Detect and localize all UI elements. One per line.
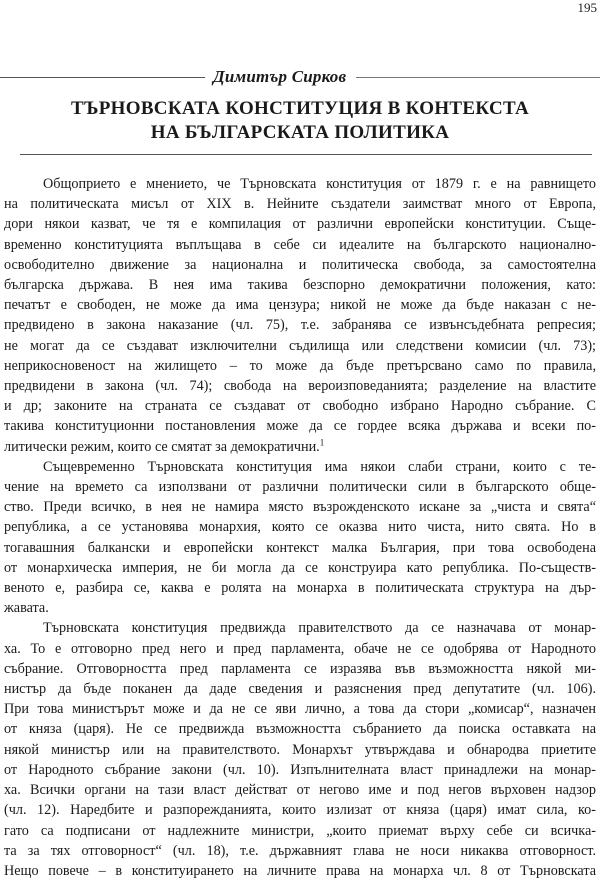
text-line: от монархическа империя, не би могла да се конструира като република. По-съществ-	[4, 559, 596, 576]
footnote-ref[interactable]: 1	[319, 436, 325, 447]
text-line: предвидени в закона (чл. 74); свобода на вероизповеданията; разделение на властите	[4, 378, 596, 395]
text-line: (чл. 12). Наредбите и разпорежданията, които излизат от княза (царя) имат сила, ко-	[4, 802, 596, 819]
text-line: ство. Преди всичко, в нея не намира място възрожденското искане за „чиста и свята“	[4, 499, 596, 516]
text-line: литически режим, които се смятат за демократични.	[4, 438, 320, 455]
text-line: чение на времето са използвани от различни политически сили в българското обще-	[4, 479, 596, 496]
text-line: събрание. Отговорността пред парламента се изразява във възможността някой ми-	[4, 660, 596, 677]
text-line: от Народното събрание закони (чл. 10). Изпълнителната власт принадлежи на монар-	[4, 761, 596, 778]
text-line: ха. Всички органи на тази власт действат от негово име и под негов върховен надзор	[4, 782, 596, 799]
paragraph-2	[4, 457, 596, 619]
text-line: република, а се установява монархия, която се оказва нито чиста, нито свята. Но в	[4, 519, 596, 536]
text-line: нистър да бъде поканен да даде сведения и разяснения пред депутатите (чл. 106).	[4, 681, 596, 698]
text-line: и др; законите на страната се създават от свободно избрано Народно събрание. С	[4, 398, 596, 415]
text-line: освободително движение за национална и политическа свобода, за самостоятелна	[4, 256, 596, 273]
text-line: тогавашния балкански и европейски контекст малка България, при това освободена	[4, 539, 596, 556]
text-line-last	[4, 437, 596, 457]
text-line: не могат да се създават изключителни съдилища или следствени комисии (чл. 73);	[4, 337, 596, 354]
text-line: гато са подписани от надлежните министри, „които приемат върху себе си всичка-	[4, 822, 596, 839]
text-line: неприкосновеност на жилището – то може да бъде претърсвано само по правила,	[4, 357, 596, 374]
divider-left	[0, 77, 205, 78]
text-line: предвидено в закона наказание (чл. 75), т.е. забранява се извънсъдебната репресия;	[4, 317, 596, 334]
text-line: някой министър или на правителството. Монархът утвърждава и обнародва приетите	[4, 741, 596, 758]
text-line: печатът е свободен, не може да има цензура; никой не може да бъде наказан с не-	[4, 297, 596, 314]
title-divider	[20, 154, 592, 155]
paragraph-1	[4, 174, 596, 457]
text-line: дори някои казват, че тя е компилация от различни европейски конституции. Съще-	[4, 216, 596, 233]
text-line: на политическата мисъл от XIX в. Нейните създатели заимстват много от Европа,	[4, 196, 596, 213]
page-number: 195	[577, 0, 597, 15]
text-line: Търновската конституция предвижда правителството да се назначава от монар-	[43, 620, 596, 637]
text-line: от княза (царя). Не се предвижда възможността събранието да поиска оставката на	[4, 721, 596, 738]
divider-right	[356, 77, 600, 78]
text-line: та за тях отговорност“ (чл. 18), т.е. държавният глава не носи никаква отговорност.	[4, 842, 596, 859]
title-line-1: ТЪРНОВСКАТА КОНСТИТУЦИЯ В КОНТЕКСТА	[70, 98, 530, 119]
text-line: Нещо повече – в конституирането на личните права на монарха чл. 8 от Търновската	[4, 862, 596, 879]
text-line: Същевременно Търновската конституция има някои слаби страни, които с те-	[43, 458, 596, 475]
author-header	[0, 66, 600, 88]
text-line: временно конституцията въплъщава в себе си идеалите на българското национално-	[4, 236, 596, 253]
text-line: жавата.	[4, 600, 49, 617]
text-line: веното е, разбира се, каква е ролята на монарха в политическата структура на дър-	[4, 580, 596, 597]
text-line: ха. То е отговорно пред него и пред парламента, обаче не се одобрява от Народното	[4, 640, 596, 657]
text-line: такива конституционни постановления може да се гордее всяка държава и всеки по-	[4, 418, 596, 435]
paragraph-3	[4, 618, 596, 881]
title-line-2: НА БЪЛГАРСКАТА ПОЛИТИКА	[150, 122, 450, 143]
text-line: При това министърът може и да не се яви лично, а това да стори „комисар“, назначен	[4, 701, 596, 718]
article-body	[4, 174, 596, 881]
author-name: Димитър Сирков	[213, 67, 347, 86]
text-line: Общоприето е мнението, че Търновската конституция от 1879 г. е на равнището	[43, 176, 596, 192]
article-title	[0, 97, 600, 145]
text-line: българска държава. В нея има такива безспорно демократични положения, като:	[4, 277, 596, 294]
